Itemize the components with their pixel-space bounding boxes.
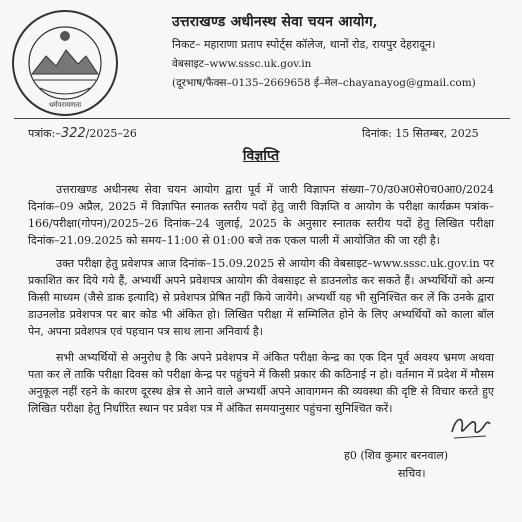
- organization-website: वेबसाइट–www.sssc.uk.gov.in: [172, 58, 312, 70]
- paragraph-candidate-request: सभी अभ्यर्थियों से अनुरोध है कि अपने प्रवेशपत्र में अंकित परीक्षा केन्द्र का एक दिन पूर्व अवश्य भ्रमण अथवा पता कर लें ताकि परीक्षा दिवस को परीक्षा केन्द्र पर पहुंचने में किसी प्रकार की कठिनाई न हो। वर्तमान में प्रदेश में मौसम अनुकूल नहीं रहने के कारण दूरस्थ क्षेत्र से आने वाले अभ्यर्थी अपने आवागमन की व्यवस्था की दृष्टि से विचार करते हुए लिखित परीक्षा हेतु निर्धारित स्थान पर प्रवेश पत्र में अंकित समयानुसार पहुंचना सुनिश्चित करें।: [28, 351, 494, 415]
- organization-name: उत्तराखण्ड अधीनस्थ सेवा चयन आयोग,: [172, 14, 378, 30]
- signatory-name: ह0 (शिव कुमार बरनवाल): [344, 449, 449, 462]
- reference-label: पत्रांक:–: [28, 127, 61, 140]
- organization-contact: (दूरभाष/फैक्स–0135–2669658 ई–मेल–chayanayog@gmail.com): [172, 77, 476, 89]
- handwritten-signature: [446, 410, 494, 444]
- handwritten-reference-number: 322: [60, 126, 86, 141]
- paragraph-admit-card: उक्त परीक्षा हेतु प्रवेशपत्र आज दिनांक–15.09.2025 से आयोग की वेबसाइट–www.sssc.uk.gov.in पर प्रकाशित कर दिये गये हैं, अभ्यर्थी अपने प्रवेशपत्र आयोग की वेबसाइट से डाउनलोड कर सकते हैं। अभ्यर्थियों को अन्य किसी माध्यम (जैसे डाक इत्यादि) से प्रवेशपत्र प्रेषित नहीं किये जायेंगे। अभ्यर्थी यह भी सुनिश्चित कर लें कि उनके द्वारा डाउनलोड प्रवेशपत्र पर बार कोड भी अंकित हो। लिखित परीक्षा में सम्मिलित होने के लिए अभ्यर्थियों को काला बॉल पेन, अपना प्रवेशपत्र एवं पहचान पत्र साथ लाना अनिवार्य है।: [28, 257, 494, 338]
- paragraph-exam-schedule: उत्तराखण्ड अधीनस्थ सेवा चयन आयोग द्वारा पूर्व में जारी विज्ञापन संख्या–70/उ0अ0से0च0आ0/2024 दिनांक–09 अप्रैल, 2025 में विज्ञापित स्नातक स्तरीय पदों हेतु जारी विज्ञप्ति व आयोग के परीक्षा कार्यक्रम पत्रांक–166/परीक्षा(गोपन)/2025–26 दिनांक–24 जुलाई, 2025 के अनुसार स्नातक स्तरीय पदों हेतु लिखित परीक्षा दिनांक–21.09.2025 को समय–11:00 से 01:00 बजे तक एकल पाली में आयोजित की जा रही है।: [28, 183, 494, 247]
- reference-number: [28, 126, 137, 141]
- organization-address: निकट– महाराणा प्रताप स्पोर्ट्स कॉलेज, थानों रोड, रायपुर देहरादून।: [172, 38, 436, 51]
- notice-date: दिनांक: 15 सितम्बर, 2025: [362, 127, 479, 140]
- header-divider: [14, 118, 510, 119]
- letterhead: [172, 12, 512, 90]
- reference-suffix: /2025–26: [85, 127, 137, 140]
- notice-title: विज्ञप्ति: [242, 148, 280, 164]
- commission-emblem-logo: [10, 8, 120, 118]
- logo-motto: धर्मपरायणता: [48, 101, 82, 109]
- signatory-designation: सचिव।: [398, 467, 426, 480]
